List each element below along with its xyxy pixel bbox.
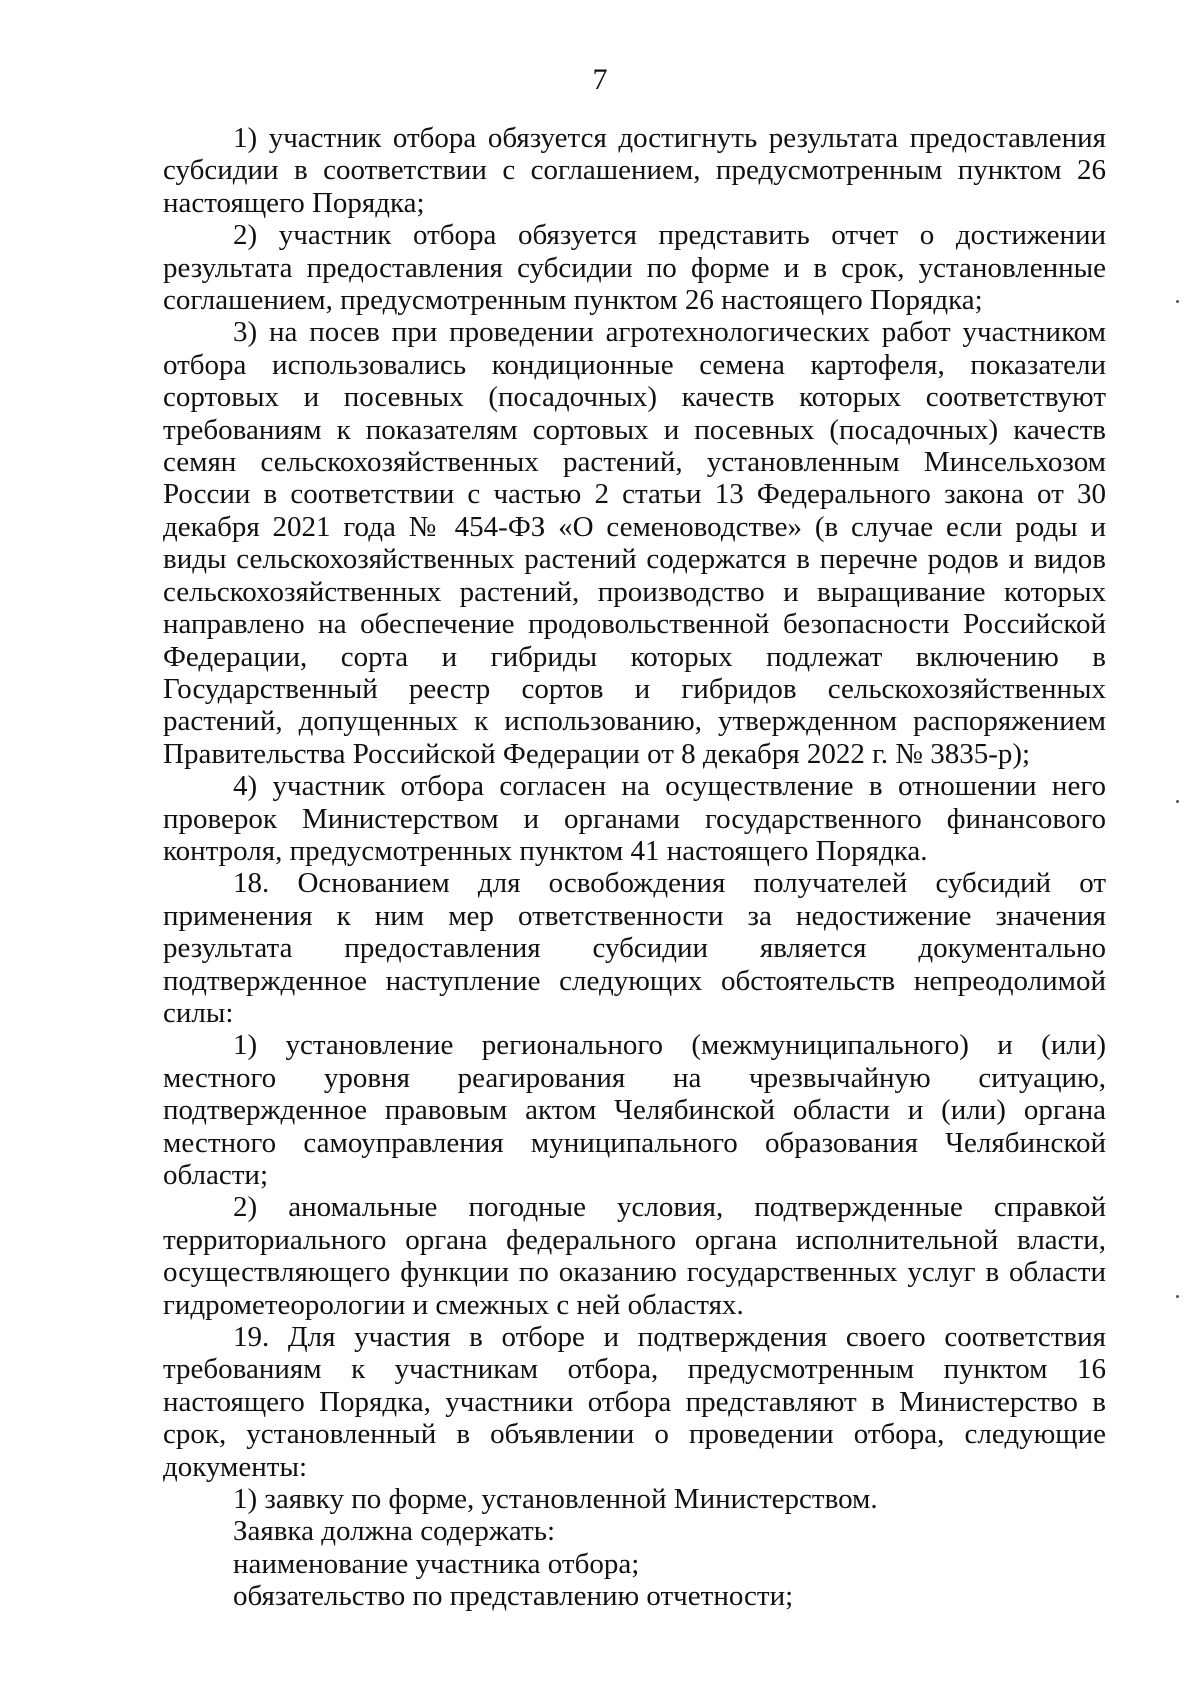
paragraph-application-contents: Заявка должна содержать: xyxy=(233,1515,556,1548)
paragraph-emergency-response: 1) установление регионального (межмуниципального) и (или) местного уровня реагирования на чрезвычайную ситуацию, подтвержденное правовым актом Челябинской области и (или) органа местного самоуправления муниципального образования Челябинской области; xyxy=(163,1029,1106,1191)
paragraph-participant-name: наименование участника отбора; xyxy=(233,1547,640,1580)
paragraph-obligation-report: 2) участник отбора обязуется представить отчет о достижении результата предоставления субсидии по форме и в срок, установленные соглашением, предусмотренным пунктом 26 настоящего Порядка; xyxy=(163,219,1106,317)
page-number: 7 xyxy=(592,63,608,96)
scan-speck xyxy=(1176,1295,1179,1298)
paragraph-obligation-result: 1) участник отбора обязуется достигнуть результата предоставления субсидии в соответствии с соглашением, предусмотренным пунктом 26 настоящего Порядка; xyxy=(163,122,1106,219)
scan-speck xyxy=(1176,300,1179,303)
paragraph-inspection-consent: 4) участник отбора согласен на осуществление в отношении него проверок Министерством и органами государственного финансового контроля, предусмотренных пунктом 41 настоящего Порядка. xyxy=(163,770,1106,867)
paragraph-reporting-obligation: обязательство по представлению отчетности; xyxy=(233,1580,794,1613)
paragraph-application-form: 1) заявку по форме, установленной Министерством. xyxy=(233,1483,878,1516)
paragraph-18-force-majeure: 18. Основанием для освобождения получателей субсидий от применения к ним мер ответственности за недостижение значения результата предоставления субсидии является документально подтвержденное наступление следующих обстоятельств непреодолимой силы: xyxy=(163,867,1106,1029)
scan-speck xyxy=(1176,800,1179,803)
paragraph-weather-conditions: 2) аномальные погодные условия, подтвержденные справкой территориального органа федерального органа исполнительной власти, осуществляющего функции по оказанию государственных услуг в области гидрометеорологии и смежных с ней областях. xyxy=(163,1191,1106,1321)
paragraph-19-documents: 19. Для участия в отборе и подтверждения своего соответствия требованиям к участникам отбора, предусмотренным пунктом 16 настоящего Порядка, участники отбора представляют в Министерство в срок, установленный в объявлении о проведении отбора, следующие документы: xyxy=(163,1321,1106,1483)
paragraph-seed-requirements: 3) на посев при проведении агротехнологических работ участником отбора использовались кондиционные семена картофеля, показатели сортовых и посевных (посадочных) качеств которых соответствуют требованиям к показателям сортовых и посевных (посадочных) качеств семян сельскохозяйственных растений, установленным Минсельхозом России в соответствии с частью 2 статьи 13 Федерального закона от 30 декабря 2021 года № 454-ФЗ «О семеноводстве» (в случае если роды и виды сельскохозяйственных растений содержатся в перечне родов и видов сельскохозяйственных растений, производство и выращивание которых направлено на обеспечение продовольственной безопасности Российской Федерации, сорта и гибриды которых подлежат включению в Государственный реестр сортов и гибридов сельскохозяйственных растений, допущенных к использованию, утвержденном распоряжением Правительства Российской Федерации от 8 декабря 2022 г. № 3835-р); xyxy=(163,316,1106,770)
document-body xyxy=(163,122,1106,1613)
